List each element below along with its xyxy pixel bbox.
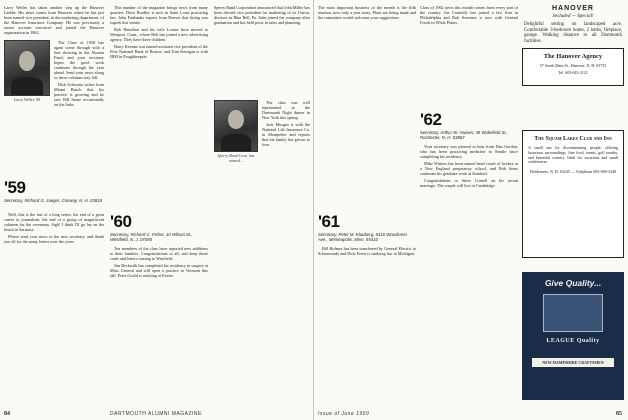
column-a (4, 5, 104, 37)
hanover-agency-ad (522, 48, 624, 86)
gq-header: Give Quality... (544, 278, 602, 288)
page-number: 85 (616, 411, 622, 417)
agency-address: 57 South Main St., Hanover, N. H. 03755 (539, 63, 607, 68)
photo-caption: Larry Welles '58 (13, 97, 41, 102)
paragraph: Jim Beckwith has completed his residency in surgery at Mass General and will open a practice in Vermont this fall. Peter Gould is teaching at Exeter. (110, 263, 208, 278)
class-heading-1959 (4, 178, 104, 203)
class-heading-1961 (318, 212, 416, 242)
class-year: '61 (318, 212, 340, 231)
class-year: '59 (4, 178, 26, 197)
paragraph: Harry Keenan was named assistant vice president of the First National Bank of Boston, and Tom Kerrigan is with IBM in Poughkeepsie. (110, 44, 208, 59)
portrait-photo (214, 100, 258, 152)
gq-product-image (543, 294, 603, 332)
column-c (214, 5, 310, 27)
paragraph: The class was well represented at the Dartmouth Night dinner in New York this spring. (262, 100, 310, 120)
paragraph: Larry Welles has taken another step up the Hanover Ladder. His news comes from Hanover where he has just been named vice president, in the marketing department, of the Hanover Insurance Company. He was previously a senior account executive and joined the Hanover organization in 1962. (4, 5, 104, 35)
paragraph: The Class of 1958 has again come through with a fine showing in the Alumni Fund, and your secretary hopes the good work continues through the year ahead. Send your news along so these columns stay full. (54, 40, 104, 80)
class-secretary: Secretary, Arthur W. Hoover, 49 Wakefield St., Rochester, N. H. 03867 (420, 130, 508, 140)
paragraph: Dick Schwartz writes from Miami Beach that his practice is growing and he sees Bill Stone occasionally on the links. (54, 82, 104, 107)
paragraph: The most important business of the month is the fifth reunion, now only a year away. Plans are being made and the committee would welcome your suggestions. (318, 5, 416, 20)
photo-caption: Sperry Rand Corp. has named... (217, 153, 255, 163)
ad-hanover-body (524, 22, 622, 46)
class-secretary: Secretary, Richard G. Jaeger, Conway, N. H. 03818 (4, 198, 102, 203)
paragraph: Ten members of the class have reported new additions to their families. Congratulations to all, and keep those cards and letters coming to Westfield. (110, 246, 208, 261)
column-b-lower (110, 246, 208, 280)
inn-contact: Holderness, N. H. 03245 — Telephone 603-968-3348 (530, 169, 616, 175)
column-a-side (54, 40, 104, 109)
column-b (110, 5, 208, 61)
gq-tag: LEAGUE Quality (546, 338, 600, 344)
class-year: '62 (420, 110, 442, 129)
class-secretary: Secretary, Peter M. Klauberg, 5416 Woodcrest Ave., Minneapolis, Minn. 55410 (318, 232, 407, 242)
paragraph: Jack Morgan is with the National Life Insurance Co. in Montpelier and reports that his family has grown to four. (262, 122, 310, 147)
paragraph: This number of the magazine brings news from many quarters. Dave Bradley is now in Saint Louis practicing law. John Fairbanks reports from Denver that skiing was superb this winter. (110, 5, 208, 25)
agency-contact: Tel. 603-643-2121 (558, 70, 588, 75)
give-quality-ad (522, 272, 624, 400)
inn-description: A small inn for discriminating people, offering luxurious surroundings, fine food, tennis, golf nearby, and beautiful scenery. Ideal for vacations and small conferences. (528, 145, 618, 165)
gq-brand: NEW HAMPSHIRE CRAFTSMEN (532, 358, 614, 367)
class-year: '60 (110, 212, 132, 231)
ad-hanover-subtitle: Secluded — Special! (552, 14, 594, 19)
ad-hanover-title: HANOVER (551, 5, 594, 12)
paragraph: Mike Winters has been named head coach of hockey at a New England preparatory school, and Bob Sears continues his graduate work at Stanford. (420, 161, 518, 176)
column-d (318, 5, 416, 22)
page-number: 84 (4, 411, 10, 417)
paragraph: Well, this is the last of a long series, the end of a great career in journalism, the end of a group of magnificent columns for the ceremony. Sigh! I think I'll go lay on the beach in Sarasota. (4, 212, 104, 232)
column-d-lower (318, 246, 416, 258)
paragraph: Please send your news to the new secretary, and thank you all for the many letters over the years. (4, 234, 104, 244)
column-e-lower (420, 144, 518, 190)
paragraph: Congratulations to Steve Cornell on his recent marriage. The couple will live in Cambridge. (420, 178, 518, 188)
paragraph: Class of 1962 news this month comes from every part of the country. Joe Connolly has joined a law firm in Philadelphia and Bob Sweeney is now with General Foods in White Plains. (420, 5, 518, 25)
paragraph: Bill Holmes has been transferred by General Electric to Schenectady and Dick Ferris is studying law at Michigan. (318, 246, 416, 256)
agency-name: The Hanover Agency (543, 53, 603, 60)
paragraph: Delightful setting on landscaped acre. Comfortable 3-bedroom home, 2 baths, fireplace, garage. Walking distance to all Dartmouth facilities. (524, 22, 622, 44)
right-page (314, 0, 628, 420)
inn-name: The Squam Lakes Club and Inn (534, 136, 612, 142)
paragraph: Your secretary was pleased to hear from Dan Gordon, who has been practicing medicine in Seattle since completing his residency. (420, 144, 518, 159)
squam-lakes-ad (522, 130, 624, 258)
portrait-photo (4, 40, 50, 96)
paragraph: Bob Hamilton and his wife Louise have moved to Westport, Conn., where Bob has joined a new advertising agency. They have three children. (110, 27, 208, 42)
issue-footer: Issue of June 1969 (318, 411, 370, 417)
column-a-lower (4, 212, 104, 246)
class-secretary: Secretary, Richard C. Fisher, 10 Wilson St., Westfield, N. J. 07090 (110, 232, 193, 242)
paragraph: Sperry Rand Corporation announced that John Miller has been elected vice president for marketing of its Univac division in Blue Bell, Pa. John joined the company after graduation and has held posts in sales and planning. (214, 5, 310, 25)
column-c-side (262, 100, 310, 149)
column-e (420, 5, 518, 27)
class-heading-1962 (420, 110, 518, 140)
magazine-footer: DARTMOUTH ALUMNI MAGAZINE (110, 411, 202, 417)
class-heading-1960 (110, 212, 208, 242)
